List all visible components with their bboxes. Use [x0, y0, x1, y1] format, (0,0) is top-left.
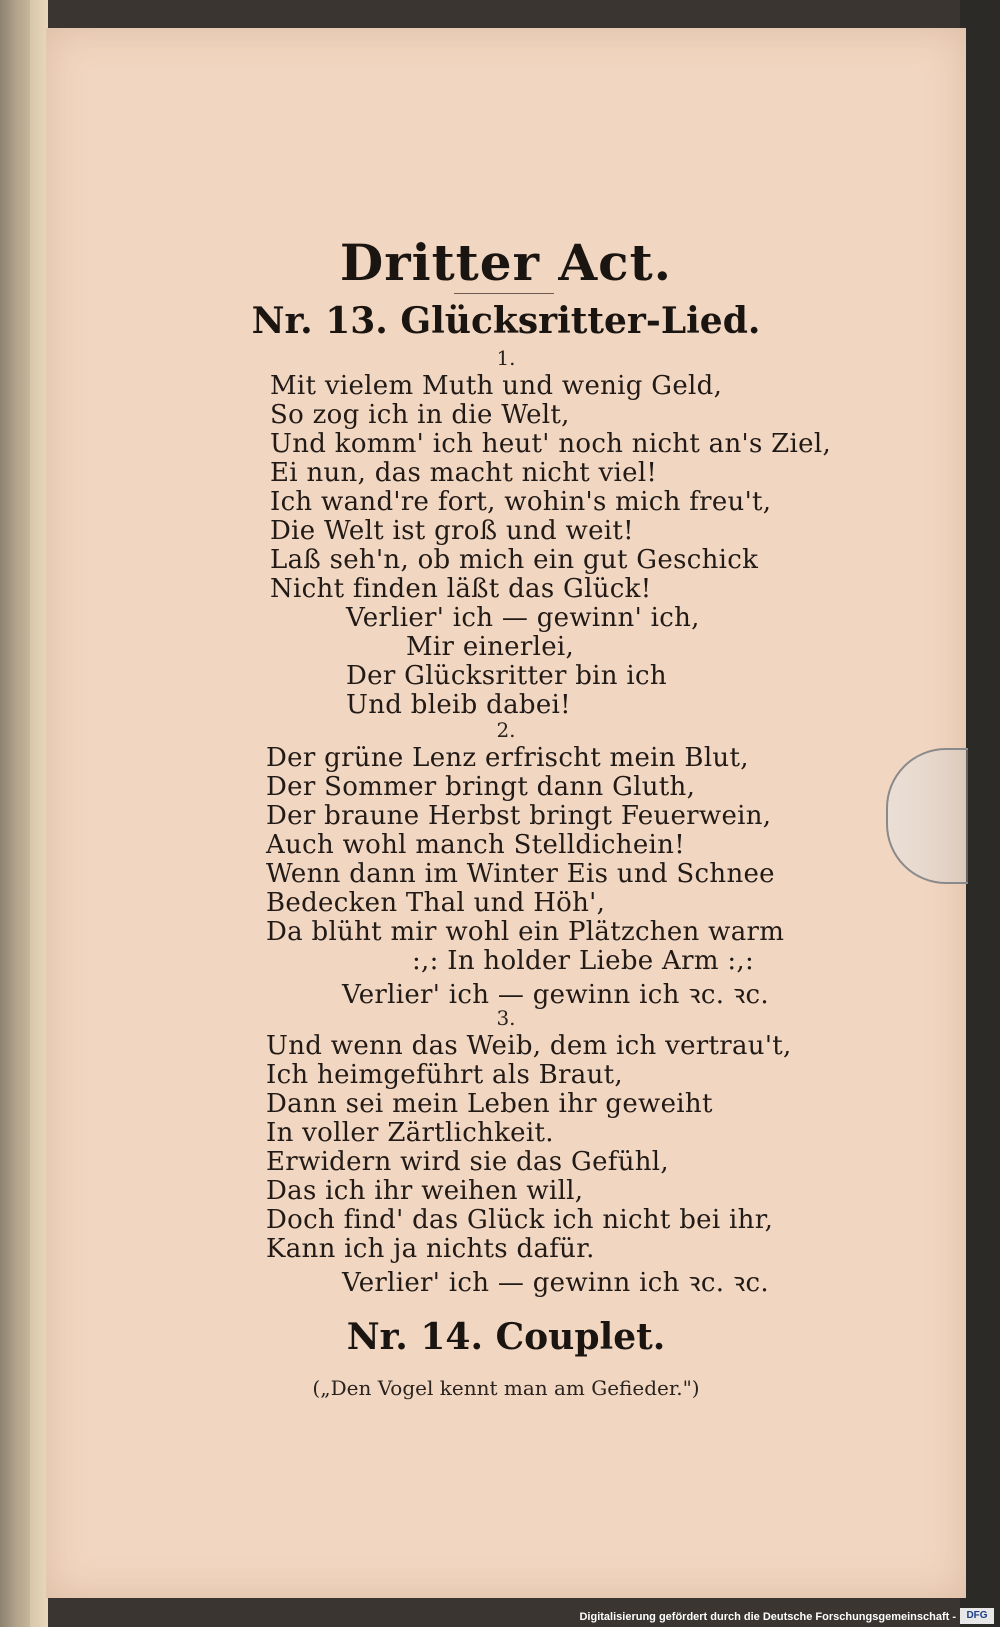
- funding-credit: Digitalisierung gefördert durch die Deutsche Forschungsgemeinschaft -: [579, 1611, 956, 1623]
- song-13-heading: Nr. 13. Glücksritter-Lied.: [251, 300, 761, 342]
- refrain-line: Verlier' ich — gewinn' ich,: [346, 603, 700, 633]
- verse-line: Dann sei mein Leben ihr geweiht: [266, 1089, 713, 1119]
- refrain-line: Verlier' ich — gewinn ich ꝛc. ꝛc.: [342, 1268, 769, 1298]
- refrain-line: Verlier' ich — gewinn ich ꝛc. ꝛc.: [342, 980, 769, 1010]
- refrain-line: Mir einerlei,: [406, 632, 575, 662]
- verse-line: Der braune Herbst bringt Feuerwein,: [266, 801, 772, 831]
- verse-line: Ich heimgeführt als Braut,: [266, 1060, 623, 1090]
- verse-line: In voller Zärtlichkeit.: [266, 1118, 554, 1148]
- verse-line: So zog ich in die Welt,: [270, 400, 570, 430]
- verse-line: Doch find' das Glück ich nicht bei ihr,: [266, 1205, 774, 1235]
- verse-line: Da blüht mir wohl ein Plätzchen warm: [266, 917, 785, 947]
- act-title: Dritter Act.: [339, 233, 673, 292]
- book-page: [46, 28, 966, 1598]
- verse-line: Wenn dann im Winter Eis und Schnee: [266, 859, 775, 889]
- verse-line: Auch wohl manch Stelldichein!: [266, 830, 685, 860]
- verse-line: Kann ich ja nichts dafür.: [266, 1234, 595, 1264]
- verse-line: Ei nun, das macht nicht viel!: [270, 458, 658, 488]
- verse-line: Die Welt ist groß und weit!: [270, 516, 634, 546]
- verse-line: Das ich ihr weihen will,: [266, 1176, 584, 1206]
- verse-line: :,: In holder Liebe Arm :,:: [412, 946, 755, 976]
- song-14-subtitle: („Den Vogel kennt man am Gefieder."): [312, 1376, 700, 1400]
- verse-line: Der Sommer bringt dann Gluth,: [266, 772, 696, 802]
- verse-line: Nicht finden läßt das Glück!: [270, 574, 652, 604]
- stanza-number: 3.: [496, 1006, 516, 1030]
- refrain-line: Der Glücksritter bin ich: [346, 661, 667, 691]
- verse-line: Mit vielem Muth und wenig Geld,: [270, 371, 723, 401]
- page-text: [46, 28, 966, 1598]
- verse-line: Der grüne Lenz erfrischt mein Blut,: [266, 743, 749, 773]
- title-rule: [454, 293, 554, 294]
- verse-line: Ich wand're fort, wohin's mich freu't,: [270, 487, 772, 517]
- verse-line: Bedecken Thal und Höh',: [266, 888, 606, 918]
- dfg-logo: DFG: [960, 1608, 994, 1624]
- stanza-number: 1.: [496, 346, 516, 370]
- verse-line: Laß seh'n, ob mich ein gut Geschick: [270, 545, 759, 575]
- song-14-heading: Nr. 14. Couplet.: [346, 1316, 666, 1358]
- verse-line: Erwidern wird sie das Gefühl,: [266, 1147, 669, 1177]
- refrain-line: Und bleib dabei!: [346, 690, 571, 720]
- verse-line: Und komm' ich heut' noch nicht an's Ziel,: [270, 429, 832, 459]
- stanza-number: 2.: [496, 718, 516, 742]
- verse-line: Und wenn das Weib, dem ich vertrau't,: [266, 1031, 792, 1061]
